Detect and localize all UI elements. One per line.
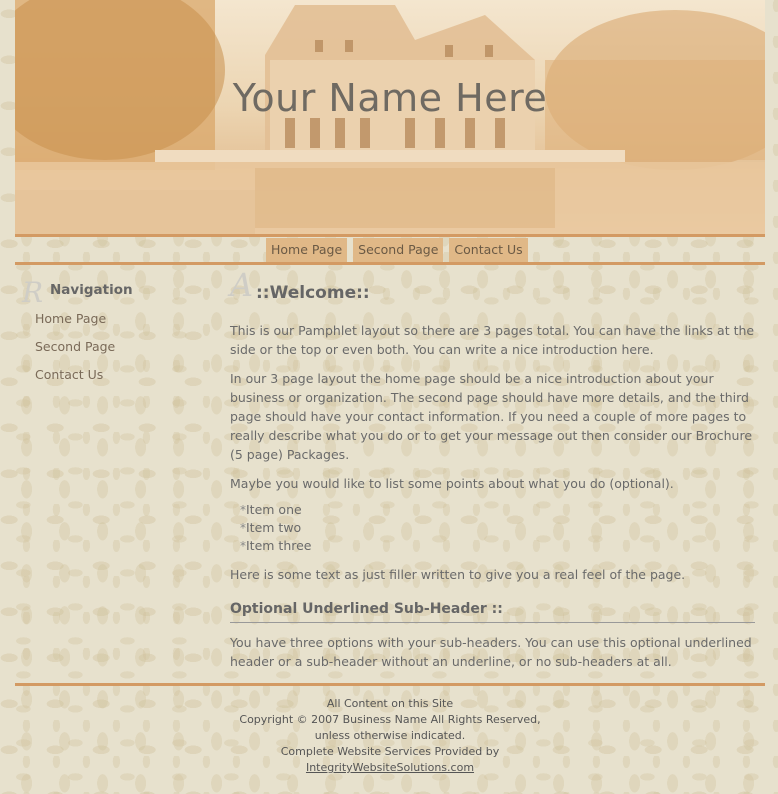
list-item: *Item three (240, 538, 312, 553)
provider-link[interactable]: IntegrityWebsiteSolutions.com (305, 761, 475, 774)
footer (15, 696, 765, 776)
body-paragraph: In our 3 page layout the home page should be a nice introduction about your business or organization. The second page should have more details, and the third page should have your contact information. If you need a couple of more pages to really describe what you do or to get your message out then consider our Brochure (5 page) Packages. (230, 371, 753, 462)
intro-paragraph: This is our Pamphlet layout so there are 3 pages total. You can have the links at the side or the top or even both. You can write a nice introduction here. (230, 323, 755, 357)
tab-home-page[interactable]: Home Page (266, 238, 347, 262)
sub-paragraph: You have three options with your sub-headers. You can use this optional underlined header or a sub-header without an underline, or no sub-headers at all. (230, 635, 752, 669)
sidebar-heading: Navigation (50, 282, 133, 298)
asterisk-bullet-icon: * (240, 539, 246, 553)
asterisk-bullet-icon: * (240, 521, 246, 535)
footer-line: unless otherwise indicated. (314, 729, 466, 742)
footer-line: Copyright © 2007 Business Name All Rights Reserved, (239, 713, 541, 726)
item-list (240, 501, 755, 555)
tab-contact-us[interactable]: Contact Us (449, 238, 527, 262)
top-navigation (266, 238, 528, 262)
site-title: Your Name Here (232, 76, 548, 120)
asterisk-bullet-icon: * (240, 503, 246, 517)
footer-line: All Content on this Site (326, 697, 454, 710)
list-item: *Item two (240, 520, 302, 535)
sidebar-item-contact-us[interactable]: Contact Us (35, 367, 104, 382)
main-content (230, 266, 755, 671)
sidebar (22, 276, 202, 382)
page-title: ::Welcome:: (256, 283, 370, 303)
sidebar-item-home-page[interactable]: Home Page (35, 311, 107, 326)
flourish-icon: R (22, 276, 44, 309)
list-item: *Item one (240, 502, 302, 517)
header-divider (15, 234, 765, 237)
sidebar-item-second-page[interactable]: Second Page (35, 339, 116, 354)
sub-header: Optional Underlined Sub-Header :: (230, 600, 755, 623)
tab-second-page[interactable]: Second Page (353, 238, 443, 262)
filler-paragraph: Here is some text as just filler written to give you a real feel of the page. (230, 567, 686, 582)
nav-divider (15, 262, 765, 265)
footer-line: Complete Website Services Provided by (280, 745, 500, 758)
footer-divider (15, 683, 765, 686)
flourish-icon: A (230, 266, 254, 304)
header-banner (15, 0, 765, 234)
list-intro-paragraph: Maybe you would like to list some points about what you do (optional). (230, 476, 674, 491)
